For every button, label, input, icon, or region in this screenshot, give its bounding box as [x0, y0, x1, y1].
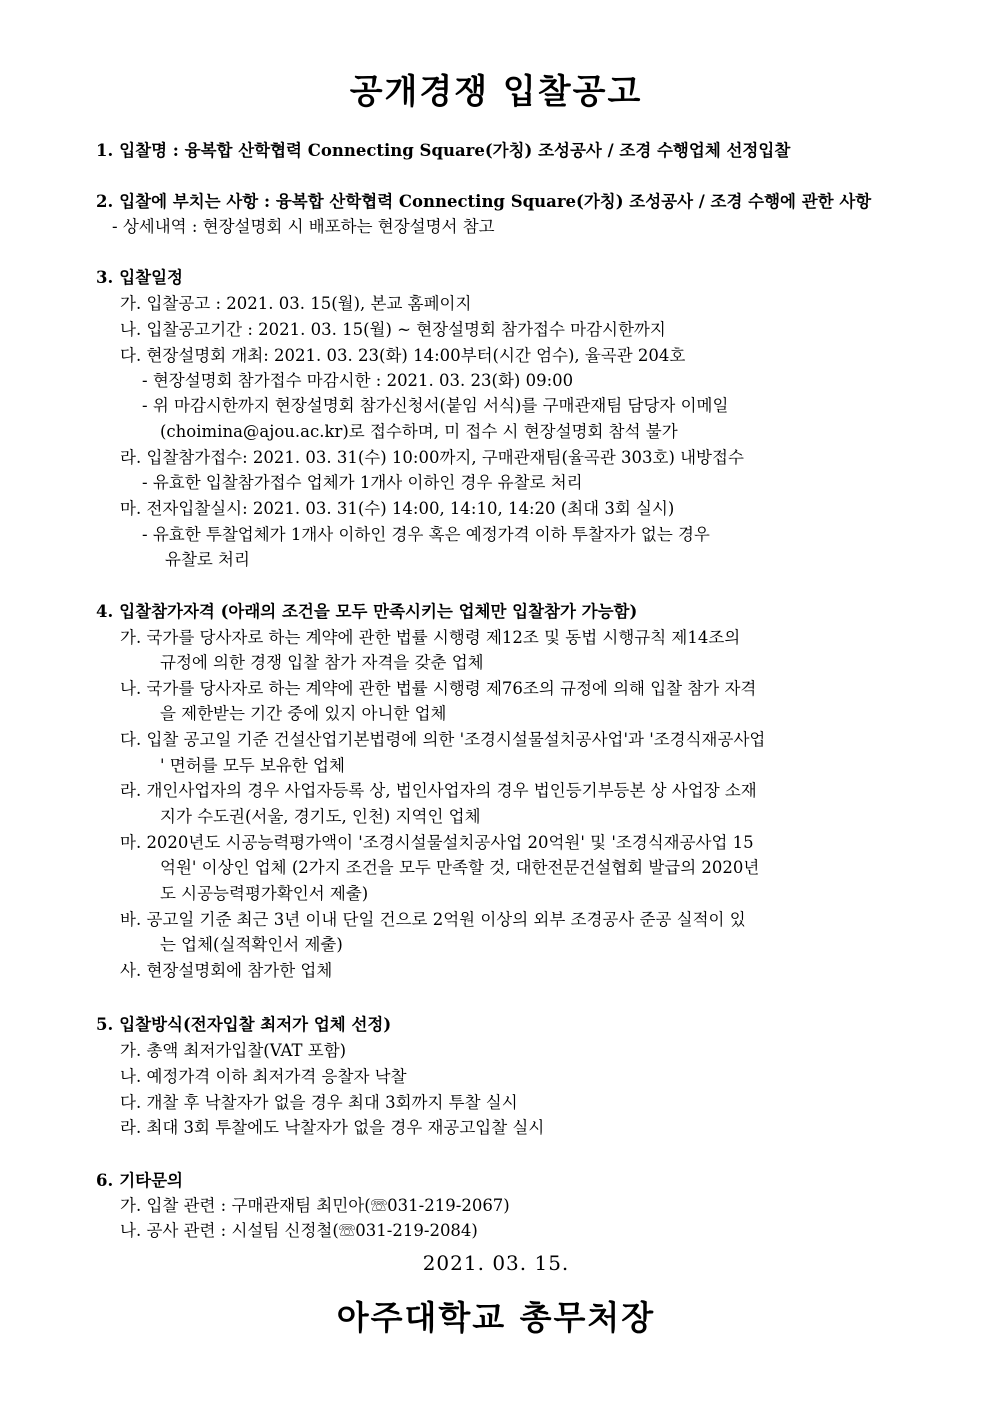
- list-item: [120, 345, 685, 367]
- item-text: 국가를 당사자로 하는 계약에 관한 법률 시행령 제76조의 규정에 의해 입찰 참가 자격: [146, 679, 757, 698]
- section-number: 4.: [96, 602, 114, 621]
- sub-item: - 위 마감시한까지 현장설명회 참가신청서(붙임 서식)를 구매관재팀 담당자 이메일: [142, 396, 729, 415]
- contact-item-bidding: [120, 1195, 510, 1217]
- item-marker: 라.: [120, 781, 142, 800]
- item-text: 공고일 기준 최근 3년 이내 단일 건으로 2억원 이상의 외부 조경공사 준공 실적이 있: [146, 910, 746, 929]
- item-marker: 라.: [120, 1118, 142, 1137]
- section-6-heading: [96, 1170, 183, 1192]
- email-link: (choimina@ajou.ac.kr)로 접수하며, 미 접수 시 현장설명회 참석 불가: [160, 422, 678, 441]
- item-marker: 바.: [120, 910, 142, 929]
- section-4-heading: [96, 601, 637, 623]
- item-text: 2020년도 시공능력평가액이 '조경시설물설치공사업 20억원' 및 '조경식재공사업 15: [146, 833, 754, 852]
- item-marker: 나.: [120, 1221, 142, 1240]
- contact-item-construction: [120, 1220, 478, 1242]
- item-text: 최대 3회 투찰에도 낙찰자가 없을 경우 재공고입찰 실시: [146, 1118, 545, 1137]
- section-2-detail: - 상세내역 : 현장설명회 시 배포하는 현장설명서 참고: [112, 217, 495, 236]
- list-item: [120, 1092, 518, 1114]
- list-item: [120, 1040, 346, 1062]
- item-marker: 가.: [120, 1196, 142, 1215]
- item-continuation: 규정에 의한 경쟁 입찰 참가 자격을 갖춘 업체: [160, 653, 484, 672]
- section-5-heading: [96, 1014, 391, 1036]
- item-text: 예정가격 이하 최저가격 응찰자 낙찰: [146, 1067, 407, 1086]
- list-item: [120, 960, 332, 982]
- item-continuation: 도 시공능력평가확인서 제출): [160, 884, 369, 903]
- section-number: 2.: [96, 192, 114, 211]
- item-text: 입찰 공고일 기준 건설산업기본법령에 의한 '조경시설물설치공사업'과 '조경식재공사업: [146, 730, 766, 749]
- item-continuation: 지가 수도권(서울, 경기도, 인천) 지역인 업체: [160, 807, 481, 826]
- section-heading-text: 입찰참가자격 (아래의 조건을 모두 만족시키는 업체만 입찰참가 가능함): [119, 602, 638, 621]
- list-item: [120, 1117, 544, 1139]
- item-continuation: 억원' 이상인 업체 (2가지 조건을 모두 만족할 것, 대한전문건설협회 발급의 2020년: [160, 858, 760, 877]
- section-heading-text: 입찰일정: [119, 268, 183, 287]
- item-marker: 사.: [120, 961, 142, 980]
- section-heading-text: 기타문의: [119, 1171, 183, 1190]
- item-marker: 마.: [120, 833, 142, 852]
- sub-item-continuation: 유찰로 처리: [165, 550, 250, 569]
- section-heading-text: 입찰에 부치는 사항 : 융복합 산학협력 Connecting Square(가칭) 조성공사 / 조경 수행에 관한 사항: [119, 192, 872, 211]
- issuer-signature: 아주대학교 총무처장: [336, 1298, 656, 1337]
- item-marker: 나.: [120, 320, 142, 339]
- list-item: [120, 1066, 407, 1088]
- sub-item-continuation: [160, 421, 678, 443]
- item-continuation: ' 면허를 모두 보유한 업체: [160, 756, 345, 775]
- section-number: 1.: [96, 141, 114, 160]
- list-item: [120, 498, 674, 520]
- list-item: [120, 293, 471, 315]
- item-marker: 가.: [120, 294, 142, 313]
- list-item: [120, 780, 757, 802]
- item-marker: 마.: [120, 499, 142, 518]
- section-heading-text: 입찰명 : 융복합 산학협력 Connecting Square(가칭) 조성공사 / 조경 수행업체 선정입찰: [119, 141, 791, 160]
- notice-date: 2021. 03. 15.: [422, 1251, 570, 1275]
- section-number: 5.: [96, 1015, 114, 1034]
- sub-item: - 현장설명회 참가접수 마감시한 : 2021. 03. 23(화) 09:00: [142, 371, 574, 390]
- item-text: 현장설명회에 참가한 업체: [146, 961, 333, 980]
- item-text: 국가를 당사자로 하는 계약에 관한 법률 시행령 제12조 및 동법 시행규칙 제14조의: [146, 628, 741, 647]
- item-marker: 나.: [120, 1067, 142, 1086]
- item-continuation: 을 제한받는 기간 중에 있지 아니한 업체: [160, 704, 447, 723]
- section-3-heading: [96, 267, 183, 289]
- document-title: 공개경쟁 입찰공고: [349, 72, 643, 112]
- section-number: 3.: [96, 268, 114, 287]
- item-continuation: 는 업체(실적확인서 제출): [160, 935, 343, 954]
- item-marker: 가.: [120, 628, 142, 647]
- section-2-heading: [96, 191, 871, 213]
- item-text: 전자입찰실시: 2021. 03. 31(수) 14:00, 14:10, 14:20 (최대 3회 실시): [146, 499, 675, 518]
- section-number: 6.: [96, 1171, 114, 1190]
- list-item: [120, 909, 746, 931]
- item-marker: 다.: [120, 730, 142, 749]
- item-marker: 다.: [120, 1093, 142, 1112]
- item-text: 입찰참가접수: 2021. 03. 31(수) 10:00까지, 구매관재팀(율곡관 303호) 내방접수: [146, 448, 744, 467]
- section-1-heading: [96, 140, 790, 162]
- sub-item: - 유효한 입찰참가접수 업체가 1개사 이하인 경우 유찰로 처리: [142, 473, 583, 492]
- list-item: [120, 678, 756, 700]
- list-item: [120, 627, 740, 649]
- item-text: 공사 관련 : 시설팀 신정철(☏031-219-2084): [146, 1221, 478, 1240]
- list-item: [120, 447, 744, 469]
- item-marker: 라.: [120, 448, 142, 467]
- list-item: [120, 832, 754, 854]
- item-marker: 가.: [120, 1041, 142, 1060]
- sub-item: - 유효한 투찰업체가 1개사 이하인 경우 혹은 예정가격 이하 투찰자가 없는 경우: [142, 525, 710, 544]
- item-marker: 다.: [120, 346, 142, 365]
- list-item: [120, 319, 666, 341]
- list-item: [120, 729, 765, 751]
- item-text: 현장설명회 개최: 2021. 03. 23(화) 14:00부터(시간 엄수), 율곡관 204호: [146, 346, 686, 365]
- item-marker: 나.: [120, 679, 142, 698]
- item-text: 개찰 후 낙찰자가 없을 경우 최대 3회까지 투찰 실시: [146, 1093, 518, 1112]
- item-text: 개인사업자의 경우 사업자등록 상, 법인사업자의 경우 법인등기부등본 상 사업장 소재: [146, 781, 757, 800]
- item-text: 입찰공고기간 : 2021. 03. 15(월) ~ 현장설명회 참가접수 마감시한까지: [146, 320, 666, 339]
- section-heading-text: 입찰방식(전자입찰 최저가 업체 선정): [119, 1015, 392, 1034]
- item-text: 입찰공고 : 2021. 03. 15(월), 본교 홈페이지: [146, 294, 472, 313]
- item-text: 총액 최저가입찰(VAT 포함): [146, 1041, 347, 1060]
- item-text: 입찰 관련 : 구매관재팀 최민아(☏031-219-2067): [146, 1196, 510, 1215]
